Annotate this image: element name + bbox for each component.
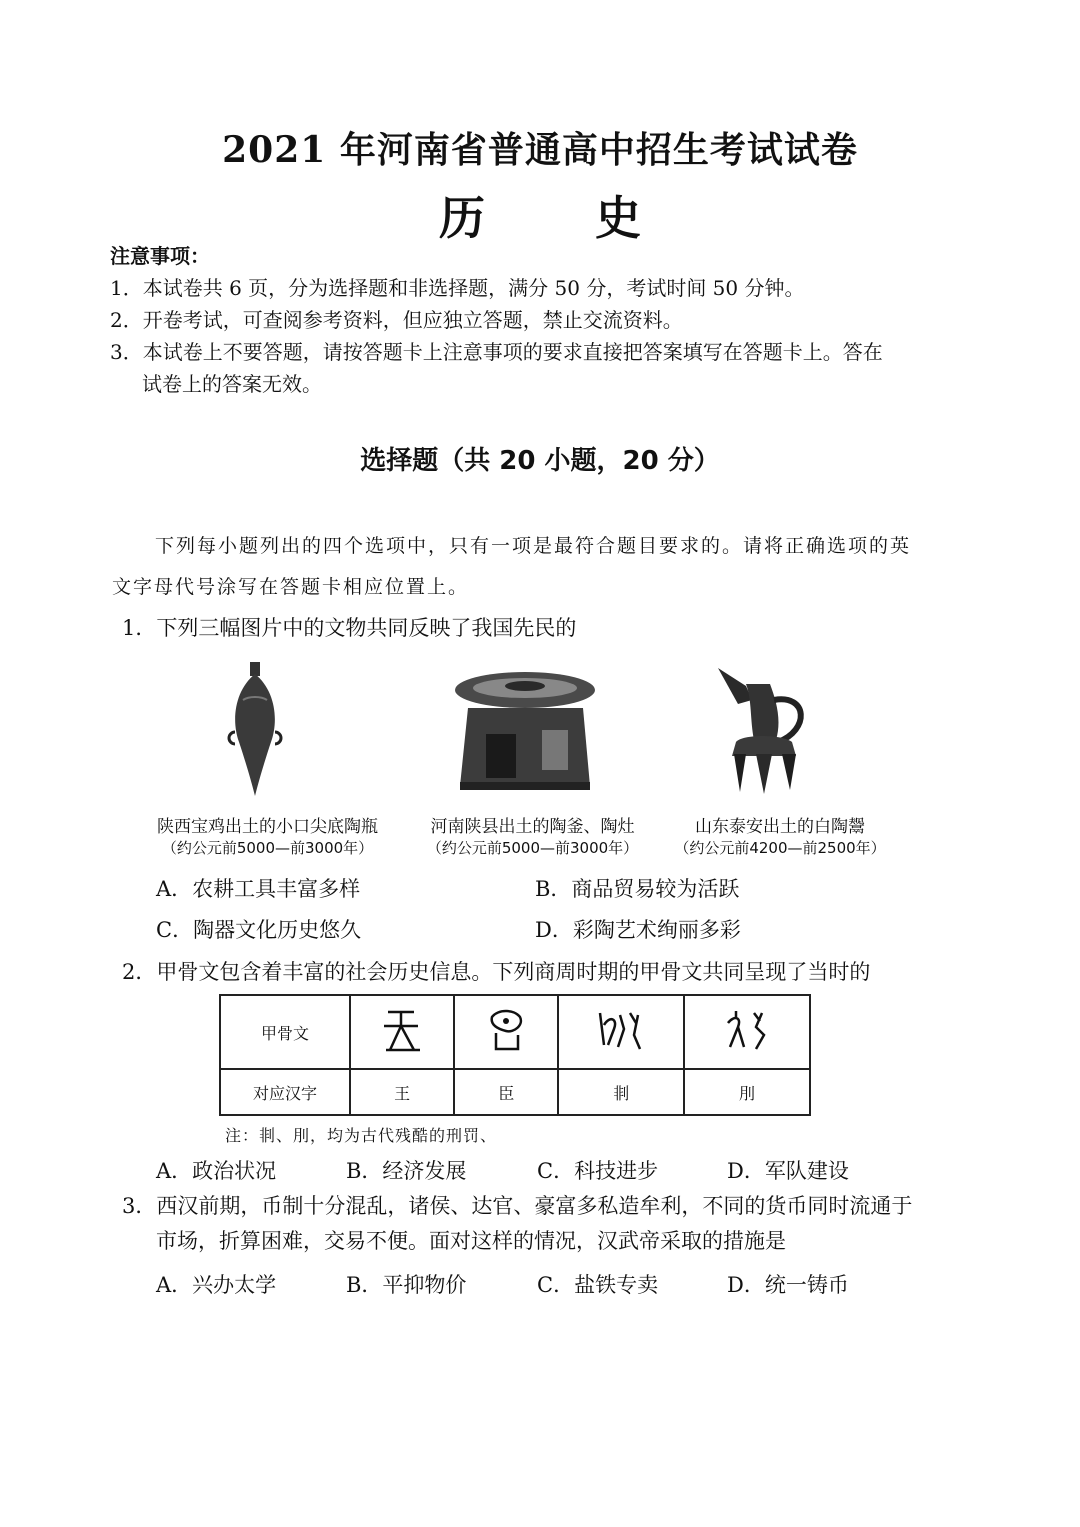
q1-option-c[interactable]: C．陶器文化历史悠久 [156,918,362,942]
hanzi-row-header: 对应汉字 [220,1069,350,1115]
oracle-glyph-wang [350,995,454,1069]
hanzi-cell-4: 刖 [684,1069,810,1115]
q3-option-c[interactable]: C．盐铁专卖 [537,1273,659,1297]
q2-option-b[interactable]: B．经济发展 [346,1159,467,1183]
q3-option-a[interactable]: A．兴办太学 [156,1273,277,1297]
table-row [220,1069,810,1115]
q3-option-b[interactable]: B．平抑物价 [346,1273,467,1297]
section-instruction: 下列每小题列出的四个选项中，只有一项是最符合题目要求的。请将正确选项的英 [155,535,912,557]
hanzi-cell-1: 王 [350,1069,454,1115]
section-title: 选择题（共 20 小题，20 分） [360,446,720,476]
notice-item-1: 1．本试卷共 6 页，分为选择题和非选择题，满分 50 分，考试时间 50 分钟。 [110,276,805,300]
q2-table-note: 注：剕、刖，均为古代残酷的刑罚、 [225,1126,498,1145]
q1-option-d[interactable]: D．彩陶艺术绚丽多彩 [535,918,741,942]
q1-option-b[interactable]: B．商品贸易较为活跃 [535,877,740,901]
pointed-bottom-vase-icon [225,660,285,800]
hanzi-cell-2: 臣 [454,1069,558,1115]
q2-option-c[interactable]: C．科技进步 [537,1159,659,1183]
notice-item-3: 3．本试卷上不要答题，请按答题卡上注意事项的要求直接把答案填写在答题卡上。答在 [110,340,883,364]
caption-text: 山东泰安出土的白陶鬶 [695,817,865,837]
oracle-glyph-chen [454,995,558,1069]
oracle-chen-icon [484,1005,528,1055]
subject-char-1: 历 [439,191,485,245]
notice-item-3-cont: 试卷上的答案无效。 [142,372,322,396]
q1-figure-2-caption [410,812,655,858]
q1-stem: 1．下列三幅图片中的文物共同反映了我国先民的 [122,616,577,640]
white-pottery-gui-icon [712,660,812,800]
oracle-yue-icon [720,1005,774,1055]
oracle-glyph-fei [558,995,684,1069]
exam-title: 2021 年河南省普通高中招生考试试卷 [222,129,858,171]
notice-item-2: 2．开卷考试，可查阅参考资料，但应独立答题，禁止交流资料。 [110,308,683,332]
section-instruction-cont: 文字母代号涂写在答题卡相应位置上。 [112,576,470,598]
q3-stem: 3．西汉前期，币制十分混乱，诸侯、达官、豪富多私造牟利，不同的货币同时流通于 [122,1194,913,1218]
pottery-stove-icon [448,668,603,798]
q3-stem-cont: 市场，折算困难，交易不便。面对这样的情况，汉武帝采取的措施是 [156,1229,786,1253]
caption-text: 河南陕县出土的陶釜、陶灶 [430,817,635,837]
q1-option-a[interactable]: A．农耕工具丰富多样 [156,877,361,901]
q2-option-a[interactable]: A．政治状况 [156,1159,277,1183]
q2-stem: 2．甲骨文包含着丰富的社会历史信息。下列商周时期的甲骨文共同呈现了当时的 [122,960,871,984]
oracle-fei-icon [594,1005,648,1055]
subject-title [0,182,1080,248]
table-row [220,995,810,1069]
notice-heading: 注意事项： [110,244,210,268]
oracle-bone-table [219,994,811,1116]
subject-char-2: 史 [595,191,641,245]
q1-figure-1-caption [145,812,390,858]
q1-figure-3-caption [670,812,890,858]
oracle-glyph-yue [684,995,810,1069]
caption-date: （约公元前5000—前3000年） [426,839,639,857]
hanzi-cell-3: 剕 [558,1069,684,1115]
caption-date: （约公元前5000—前3000年） [161,839,374,857]
q3-option-d[interactable]: D．统一铸币 [727,1273,849,1297]
caption-date: （约公元前4200—前2500年） [674,839,886,857]
oracle-row-header: 甲骨文 [220,995,350,1069]
q2-option-d[interactable]: D．军队建设 [727,1159,849,1183]
caption-text: 陕西宝鸡出土的小口尖底陶瓶 [157,817,378,837]
oracle-wang-icon [380,1006,424,1054]
